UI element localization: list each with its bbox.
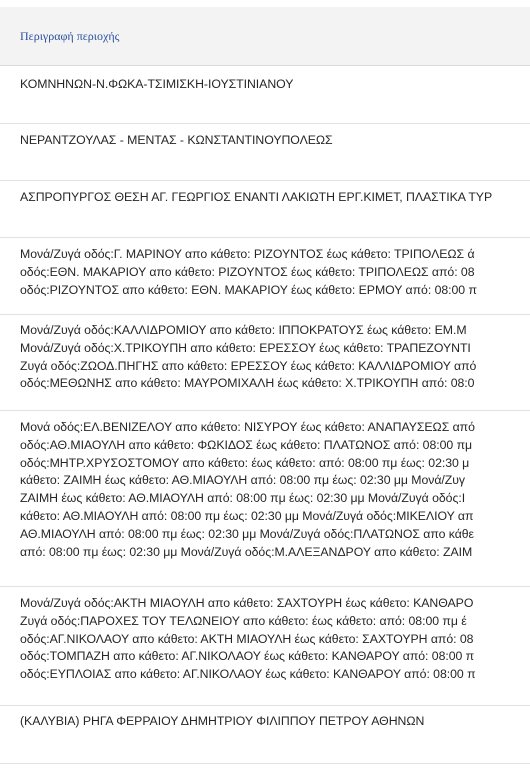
area-description-cell <box>20 419 475 561</box>
cell-text-line: από: 08:00 πμ έως: 02:30 μμ Μονά/Ζυγά οδός:Μ.ΑΛΕΞΑΝΔΡΟΥ απο κάθετο: ΖΑΙΜ <box>20 544 473 559</box>
column-header-area-description[interactable]: Περιγραφή περιοχής <box>20 29 120 43</box>
cell-text-line: κάθετο: ΑΘ.ΜΙΑΟΥΛΗ από: 08:00 πμ έως: 02:30 μμ Μονά/Ζυγά οδός:ΜΙΚΕΛΙΟΥ απ <box>20 508 474 523</box>
cell-text-line: Μονά οδός:ΕΛ.ΒΕΝΙΖΕΛΟΥ απο κάθετο: ΝΙΣΥΡΟΥ έως κάθετο: ΑΝΑΠΑΥΣΕΩΣ από <box>20 420 475 434</box>
area-description-cell <box>20 246 477 299</box>
area-description-cell <box>20 189 492 207</box>
table-row[interactable] <box>0 180 530 238</box>
table-row[interactable] <box>0 237 530 315</box>
cell-text-line: οδός:ΜΕΘΩΝΗΣ απο κάθετο: ΜΑΥΡΟΜΙΧΑΛΗ έως κάθετο: Χ.ΤΡΙΚΟΥΠΗ από: 08:0 <box>20 376 475 391</box>
cell-text-line: Μονά/Ζυγά οδός:ΑΚΤΗ ΜΙΑΟΥΛΗ απο κάθετο: ΣΑΧΤΟΥΡΗ έως κάθετο: ΚΑΝΘΑΡΟ <box>20 596 474 610</box>
table-row[interactable] <box>0 314 530 411</box>
cell-text-line: ΖΑΙΜΗ έως κάθετο: ΑΘ.ΜΙΑΟΥΛΗ από: 08:00 πμ έως: 02:30 μμ Μονά/Ζυγά οδός:Ι <box>20 491 466 506</box>
cell-text-line: Μονά/Ζυγά οδός:Γ. ΜΑΡΙΝΟΥ απο κάθετο: ΡΙΖΟΥΝΤΟΣ έως κάθετο: ΤΡΙΠΟΛΕΩΣ ά <box>20 247 475 261</box>
cell-text-line: Μονά/Ζυγά οδός:Χ.ΤΡΙΚΟΥΠΗ απο κάθετο: ΕΡΕΣΣΟΥ έως κάθετο: ΤΡΑΠΕΖΟΥΝΤΙ <box>20 340 471 355</box>
cell-text-line: οδός:ΤΟΜΠΑΖΗ απο κάθετο: ΑΓ.ΝΙΚΟΛΑΟΥ έως κάθετο: ΚΑΝΘΑΡΟΥ από: 08:00 π <box>20 649 475 664</box>
cell-text-line: ΑΘ.ΜΙΑΟΥΛΗ από: 08:00 πμ έως: 02:30 μμ Μονά/Ζυγά οδός:ΠΛΑΤΩΝΟΣ απο κάθε <box>20 526 474 541</box>
cell-text-line: ΚΟΜΝΗΝΩΝ-Ν.ΦΩΚΑ-ΤΣΙΜΙΣΚΗ-ΙΟΥΣΤΙΝΙΑΝΟΥ <box>20 77 294 91</box>
cell-text-line: (ΚΑΛΥΒΙΑ) ΡΗΓΑ ΦΕΡΡΑΙΟΥ ΔΗΜΗΤΡΙΟΥ ΦΙΛΙΠΠΟΥ ΠΕΤΡΟΥ ΑΘΗΝΩΝ <box>20 714 425 728</box>
area-description-cell <box>20 595 476 684</box>
table-row[interactable] <box>0 66 530 124</box>
area-description-cell <box>20 322 476 393</box>
cell-text-line: ΑΣΠΡΟΠΥΡΓΟΣ ΘΕΣΗ ΑΓ. ΓΕΩΡΓΙΟΣ ΕΝΑΝΤΙ ΛΑΚΙΩΤΗ ΕΡΓ.ΚΙΜΕΤ, ΠΛΑΣΤΙΚΑ ΤΥΡ <box>20 190 493 204</box>
table-header <box>0 7 530 66</box>
cell-text-line: οδός:ΜΗΤΡ.ΧΡΥΣΟΣΤΟΜΟΥ απο κάθετο: έως κάθετο: από: 08:00 πμ έως: 02:30 μ <box>20 455 470 470</box>
cell-text-line: Ζυγά οδός:ΖΩΟΔ.ΠΗΓΗΣ απο κάθετο: ΕΡΕΣΣΟΥ έως κάθετο: ΚΑΛΛΙΔΡΟΜΙΟΥ από <box>20 358 477 373</box>
cell-text-line: οδός:ΑΘ.ΜΙΑΟΥΛΗ απο κάθετο: ΦΩΚΙΔΟΣ έως κάθετο: ΠΛΑΤΩΝΟΣ από: 08:00 πμ <box>20 437 473 452</box>
cell-text-line: οδός:ΑΓ.ΝΙΚΟΛΑΟΥ απο κάθετο: ΑΚΤΗ ΜΙΑΟΥΛΗ έως κάθετο: ΣΑΧΤΟΥΡΗ από: 08 <box>20 631 474 646</box>
table-row[interactable] <box>0 705 530 764</box>
area-description-cell <box>20 76 293 94</box>
cell-text-line: κάθετο: ΖΑΙΜΗ έως κάθετο: ΑΘ.ΜΙΑΟΥΛΗ από: 08:00 πμ έως: 02:30 μμ Μονά/Ζυγ <box>20 473 466 488</box>
cell-text-line: ΝΕΡΑΝΤΖΟΥΛΑΣ - ΜΕΝΤΑΣ - ΚΩΝΣΤΑΝΤΙΝΟΥΠΟΛΕΩΣ <box>20 133 333 147</box>
area-description-cell <box>20 713 424 731</box>
cell-text-line: Μονά/Ζυγά οδός:ΚΑΛΛΙΔΡΟΜΙΟΥ απο κάθετο: ΙΠΠΟΚΡΑΤΟΥΣ έως κάθετο: ΕΜ.Μ <box>20 323 467 337</box>
cell-text-line: οδός:ΕΥΠΛΟΙΑΣ απο κάθετο: ΑΓ.ΝΙΚΟΛΑΟΥ έως κάθετο: ΚΑΝΘΑΡΟΥ από: 08:00 π <box>20 667 476 682</box>
table-row[interactable] <box>0 586 530 706</box>
table-row[interactable] <box>0 410 530 587</box>
cell-text-line: οδός:ΡΙΖΟΥΝΤΟΣ απο κάθετο: ΕΘΝ. ΜΑΚΑΡΙΟΥ έως κάθετο: ΕΡΜΟΥ από: 08:00 π <box>20 282 477 297</box>
area-description-cell <box>20 132 333 150</box>
cell-text-line: Ζυγά οδός:ΠΑΡΟΧΕΣ ΤΟΥ ΤΕΛΩΝΕΙΟΥ απο κάθετο: έως κάθετο: από: 08:00 πμ έ <box>20 613 467 628</box>
table-row[interactable] <box>0 123 530 181</box>
cell-text-line: οδός:ΕΘΝ. ΜΑΚΑΡΙΟΥ απο κάθετο: ΡΙΖΟΥΝΤΟΣ έως κάθετο: ΤΡΙΠΟΛΕΩΣ από: 08 <box>20 264 475 279</box>
